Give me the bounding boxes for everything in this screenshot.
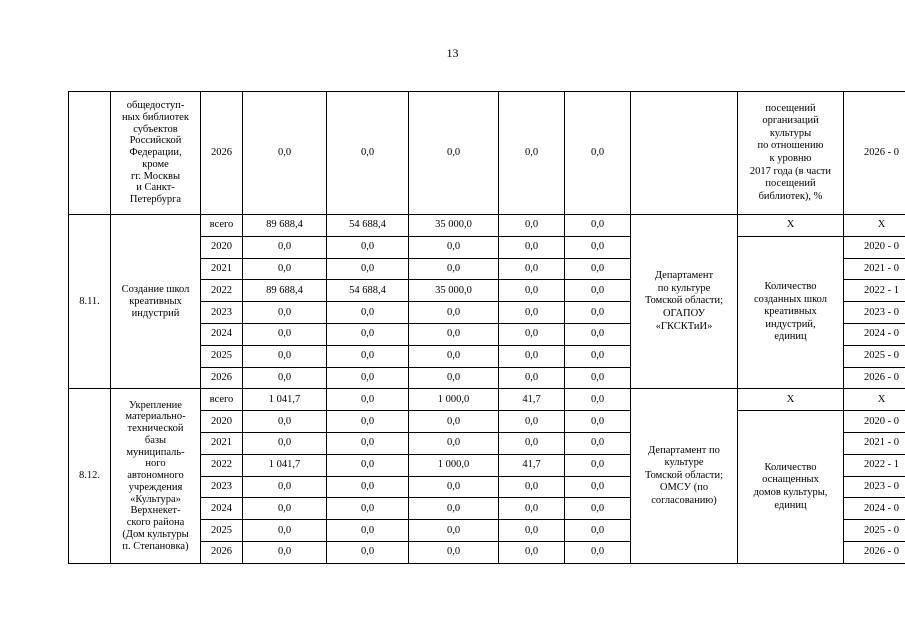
- funding-value-cell: 0,0: [243, 302, 327, 324]
- measure-name-cell: Создание школ креативных индустрий: [111, 215, 201, 389]
- funding-value-cell: 0,0: [565, 258, 631, 280]
- table-row: [69, 389, 905, 411]
- funding-value-cell: 0,0: [565, 454, 631, 476]
- target-value-cell: 2024 - 0: [844, 323, 905, 345]
- funding-value-cell: 0,0: [565, 280, 631, 302]
- year-cell: 2023: [201, 302, 243, 324]
- funding-value-cell: 0,0: [409, 92, 499, 215]
- funding-value-cell: 0,0: [565, 215, 631, 237]
- funding-value-cell: 0,0: [243, 367, 327, 389]
- year-cell: 2020: [201, 411, 243, 433]
- funding-value-cell: 0,0: [409, 432, 499, 454]
- year-cell: 2025: [201, 345, 243, 367]
- funding-value-cell: 0,0: [499, 498, 565, 520]
- funding-value-cell: 0,0: [565, 476, 631, 498]
- measure-number-cell: 8.11.: [69, 215, 111, 389]
- department-cell: [631, 92, 738, 215]
- funding-value-cell: 0,0: [499, 345, 565, 367]
- funding-value-cell: 0,0: [499, 215, 565, 237]
- year-cell: всего: [201, 389, 243, 411]
- funding-value-cell: 0,0: [499, 520, 565, 542]
- funding-value-cell: 54 688,4: [327, 215, 409, 237]
- funding-value-cell: 0,0: [409, 367, 499, 389]
- indicator-cell: посещений организаций культуры по отношению к уровню 2017 года (в части посещений библиотек), %: [738, 92, 844, 215]
- funding-value-cell: 0,0: [243, 258, 327, 280]
- funding-value-cell: 0,0: [565, 345, 631, 367]
- table-row: [69, 92, 905, 215]
- funding-value-cell: 41,7: [499, 454, 565, 476]
- funding-value-cell: 0,0: [409, 302, 499, 324]
- target-value-cell: 2026 - 0: [844, 92, 905, 215]
- funding-value-cell: 0,0: [565, 323, 631, 345]
- target-value-cell: 2022 - 1: [844, 454, 905, 476]
- funding-value-cell: 0,0: [409, 476, 499, 498]
- funding-value-cell: 0,0: [409, 323, 499, 345]
- funding-value-cell: 0,0: [409, 498, 499, 520]
- year-cell: 2023: [201, 476, 243, 498]
- funding-value-cell: 0,0: [565, 498, 631, 520]
- funding-value-cell: 0,0: [565, 432, 631, 454]
- funding-value-cell: 0,0: [327, 258, 409, 280]
- target-value-cell: Х: [844, 215, 905, 237]
- funding-value-cell: 0,0: [499, 92, 565, 215]
- funding-value-cell: 41,7: [499, 389, 565, 411]
- funding-value-cell: 0,0: [565, 389, 631, 411]
- funding-value-cell: 0,0: [409, 520, 499, 542]
- page-number: 13: [446, 46, 459, 60]
- funding-value-cell: 0,0: [327, 520, 409, 542]
- funding-value-cell: 0,0: [409, 258, 499, 280]
- funding-value-cell: 0,0: [499, 236, 565, 258]
- funding-value-cell: 1 041,7: [243, 389, 327, 411]
- funding-value-cell: 0,0: [499, 476, 565, 498]
- indicator-cell: Х: [738, 215, 844, 237]
- funding-value-cell: 0,0: [243, 541, 327, 563]
- funding-value-cell: 0,0: [565, 92, 631, 215]
- target-value-cell: Х: [844, 389, 905, 411]
- funding-value-cell: 0,0: [327, 541, 409, 563]
- measure-number-cell: 8.12.: [69, 389, 111, 563]
- funding-value-cell: 0,0: [327, 323, 409, 345]
- funding-value-cell: 0,0: [499, 258, 565, 280]
- funding-value-cell: 0,0: [499, 541, 565, 563]
- funding-value-cell: 0,0: [243, 411, 327, 433]
- target-value-cell: 2023 - 0: [844, 302, 905, 324]
- target-value-cell: 2022 - 1: [844, 280, 905, 302]
- funding-value-cell: 0,0: [243, 345, 327, 367]
- measure-name-cell: общедоступ- ных библиотек субъектов Российской Федерации, кроме гг. Москвы и Санкт- Петербурга: [111, 92, 201, 215]
- target-value-cell: 2024 - 0: [844, 498, 905, 520]
- year-cell: 2022: [201, 280, 243, 302]
- funding-value-cell: 0,0: [243, 92, 327, 215]
- target-value-cell: 2023 - 0: [844, 476, 905, 498]
- funding-value-cell: 89 688,4: [243, 215, 327, 237]
- department-cell: Департамент по культуре Томской области; ОГАПОУ «ГКСКТиИ»: [631, 215, 738, 389]
- program-measures-table: [68, 91, 905, 564]
- year-cell: 2026: [201, 92, 243, 215]
- target-value-cell: 2021 - 0: [844, 432, 905, 454]
- funding-value-cell: 0,0: [243, 476, 327, 498]
- funding-value-cell: 0,0: [499, 367, 565, 389]
- funding-value-cell: 0,0: [409, 411, 499, 433]
- funding-value-cell: 0,0: [243, 520, 327, 542]
- funding-value-cell: 0,0: [327, 498, 409, 520]
- target-value-cell: 2020 - 0: [844, 236, 905, 258]
- funding-value-cell: 0,0: [499, 323, 565, 345]
- funding-value-cell: 0,0: [243, 323, 327, 345]
- funding-value-cell: 0,0: [327, 411, 409, 433]
- year-cell: 2024: [201, 498, 243, 520]
- target-value-cell: 2021 - 0: [844, 258, 905, 280]
- department-cell: Департамент по культуре Томской области; ОМСУ (по согласованию): [631, 389, 738, 563]
- funding-value-cell: 0,0: [243, 498, 327, 520]
- funding-value-cell: 0,0: [409, 345, 499, 367]
- funding-value-cell: 0,0: [327, 476, 409, 498]
- year-cell: 2026: [201, 367, 243, 389]
- funding-value-cell: 0,0: [565, 302, 631, 324]
- funding-value-cell: 0,0: [409, 236, 499, 258]
- funding-value-cell: 0,0: [327, 367, 409, 389]
- funding-value-cell: 0,0: [327, 302, 409, 324]
- target-value-cell: 2026 - 0: [844, 541, 905, 563]
- funding-value-cell: 54 688,4: [327, 280, 409, 302]
- measure-name-cell: Укрепление материально- технической базы муниципаль- ного автономного учреждения «Культура» Верхнекет- ского района (Дом культуры п. Степановка): [111, 389, 201, 563]
- year-cell: 2022: [201, 454, 243, 476]
- measure-number-cell: [69, 92, 111, 215]
- funding-value-cell: 0,0: [565, 520, 631, 542]
- indicator-cell: Количество оснащенных домов культуры, единиц: [738, 411, 844, 564]
- funding-value-cell: 1 000,0: [409, 454, 499, 476]
- year-cell: 2024: [201, 323, 243, 345]
- funding-value-cell: 0,0: [243, 236, 327, 258]
- funding-value-cell: 1 041,7: [243, 454, 327, 476]
- funding-value-cell: 35 000,0: [409, 215, 499, 237]
- funding-value-cell: 0,0: [327, 92, 409, 215]
- year-cell: 2021: [201, 432, 243, 454]
- year-cell: 2021: [201, 258, 243, 280]
- funding-value-cell: 0,0: [409, 541, 499, 563]
- funding-value-cell: 0,0: [327, 432, 409, 454]
- indicator-cell: Количество созданных школ креативных индустрий, единиц: [738, 236, 844, 389]
- target-value-cell: 2025 - 0: [844, 520, 905, 542]
- funding-value-cell: 0,0: [565, 411, 631, 433]
- target-value-cell: 2026 - 0: [844, 367, 905, 389]
- funding-value-cell: 0,0: [499, 432, 565, 454]
- funding-value-cell: 0,0: [499, 280, 565, 302]
- funding-value-cell: 89 688,4: [243, 280, 327, 302]
- funding-value-cell: 1 000,0: [409, 389, 499, 411]
- funding-value-cell: 0,0: [565, 236, 631, 258]
- funding-value-cell: 0,0: [565, 541, 631, 563]
- target-value-cell: 2025 - 0: [844, 345, 905, 367]
- year-cell: 2020: [201, 236, 243, 258]
- funding-value-cell: 0,0: [243, 432, 327, 454]
- funding-value-cell: 35 000,0: [409, 280, 499, 302]
- funding-value-cell: 0,0: [327, 236, 409, 258]
- year-cell: 2025: [201, 520, 243, 542]
- funding-value-cell: 0,0: [327, 389, 409, 411]
- funding-value-cell: 0,0: [565, 367, 631, 389]
- funding-value-cell: 0,0: [327, 454, 409, 476]
- funding-value-cell: 0,0: [499, 302, 565, 324]
- year-cell: всего: [201, 215, 243, 237]
- funding-value-cell: 0,0: [499, 411, 565, 433]
- year-cell: 2026: [201, 541, 243, 563]
- funding-value-cell: 0,0: [327, 345, 409, 367]
- indicator-cell: Х: [738, 389, 844, 411]
- table-row: [69, 215, 905, 237]
- target-value-cell: 2020 - 0: [844, 411, 905, 433]
